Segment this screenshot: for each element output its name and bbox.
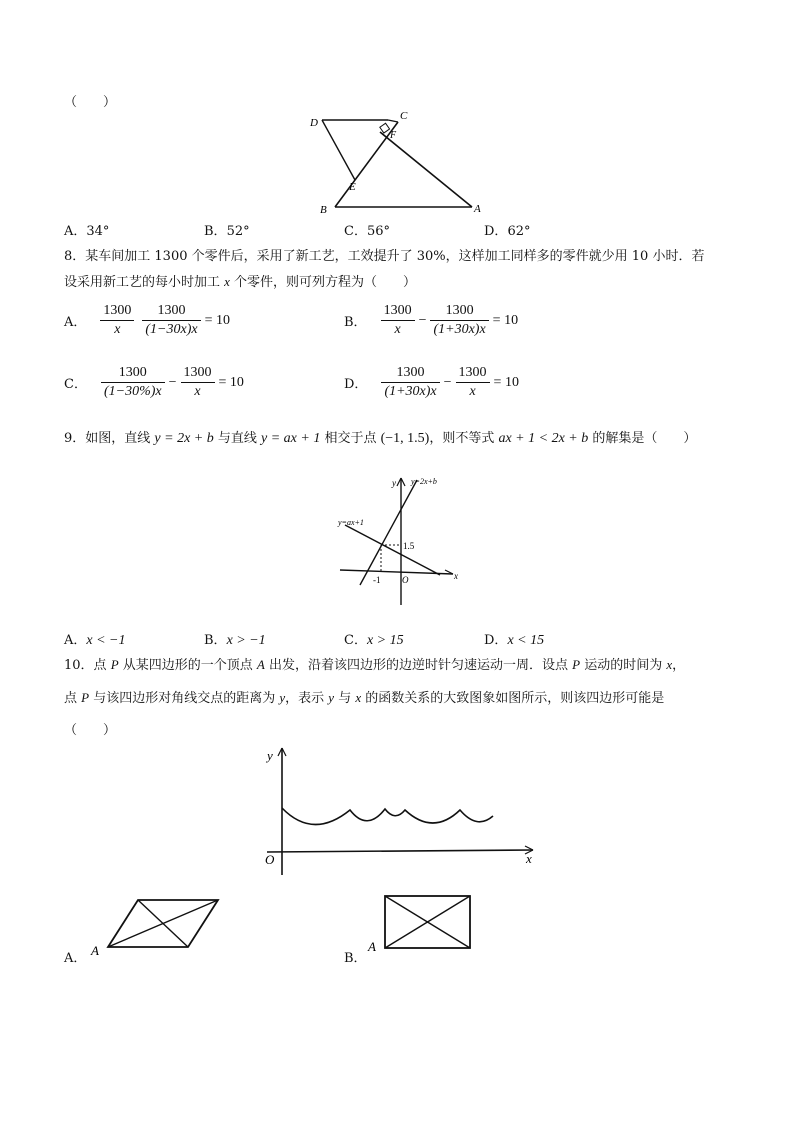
q10-stem-text: 出发，沿着该四边形的边逆时针匀速运动一周．设点 (264, 658, 573, 673)
q8-var-x: x (224, 274, 230, 289)
q10-var: x (355, 690, 362, 705)
fraction (142, 302, 200, 339)
q10-stem-text: 点 (64, 691, 82, 706)
q8-option-b[interactable] (344, 302, 520, 339)
q7-option-c[interactable] (344, 220, 390, 239)
q9-option-d[interactable] (484, 629, 544, 649)
q9-stem-text: 与直线 (213, 431, 261, 446)
option-label: B． (344, 951, 367, 966)
q7-option-a[interactable] (64, 220, 109, 239)
q7-label-F: F (390, 130, 397, 141)
q10-stem-text: 从某四边形的一个顶点 (118, 658, 257, 673)
q9-option-b[interactable] (204, 629, 266, 649)
fraction (430, 302, 488, 339)
q8-option-c[interactable] (64, 364, 246, 401)
option-label: D． (484, 224, 508, 239)
q9-option-a[interactable] (64, 629, 126, 649)
q7-option-b[interactable] (204, 220, 250, 239)
operator: − (418, 312, 427, 328)
q10-option-a[interactable] (64, 947, 86, 966)
q10-stem-text: 的函数关系的大致图象如图所示，则该四边形可能是 (361, 691, 665, 706)
operator: − (443, 374, 452, 390)
denominator: x (114, 322, 121, 337)
operator: − (168, 374, 177, 390)
option-text: 34° (86, 224, 110, 239)
q10-graph-y-label: y (267, 748, 273, 763)
q10-stem-line1 (64, 654, 685, 673)
q10-stem-text: ， (672, 658, 686, 673)
q10-var: x (666, 657, 673, 672)
fraction (100, 302, 134, 339)
q9-stem-text: 的解集是（ ） (588, 431, 697, 446)
q9-math: y = 2x + b (154, 431, 214, 446)
numerator: 1300 (100, 302, 134, 321)
q9-label-neg1: -1 (373, 575, 381, 585)
q7-label-B: B (320, 204, 327, 216)
q9-label-x-axis: x (454, 571, 458, 581)
fraction (101, 364, 165, 401)
q9-label-y-axis: y (392, 478, 396, 488)
q9-graph-figure (335, 470, 465, 610)
option-label: D． (484, 633, 508, 648)
q7-triangle-figure (300, 110, 500, 220)
denominator: x (469, 384, 476, 399)
option-text: x < 15 (507, 633, 545, 648)
q10-var: P (81, 690, 90, 705)
q10-option-b-rectangle (366, 893, 476, 958)
q7-option-d[interactable] (484, 220, 530, 239)
q8-stem-line1: 8．某车间加工 1300 个零件后，采用了新工艺，工效提升了 30%，这样加工同样多的零件就少用 10 小时．若 (64, 249, 705, 264)
option-label: A． (64, 315, 87, 330)
q10-stem-text: ，表示 (285, 691, 329, 706)
q9-stem-text: 9．如图，直线 (64, 431, 155, 446)
numerator: 1300 (101, 364, 165, 383)
q7-label-A: A (474, 203, 481, 215)
q9-math: (−1, 1.5) (380, 431, 430, 446)
option-label: B． (204, 633, 227, 648)
q9-stem-text: 相交于点 (320, 431, 381, 446)
q10-var: y (328, 690, 335, 705)
q10-graph-x-label: x (526, 851, 532, 866)
q9-label-origin: O (402, 575, 409, 585)
q10-option-a-parallelogram (88, 895, 223, 960)
option-label: B． (344, 315, 367, 330)
q8-stem-text: 个零件，则可列方程为（ ） (229, 275, 417, 290)
q9-stem (64, 427, 696, 447)
option-text: 62° (507, 224, 531, 239)
q10-stem-line2 (64, 687, 664, 706)
option-label: B． (204, 224, 227, 239)
fraction (181, 364, 215, 401)
q10-function-graph (255, 740, 545, 880)
q10-answer-paren: （ ） (64, 723, 117, 738)
rhs: = 10 (492, 312, 519, 328)
denominator: (1+30x)x (433, 322, 486, 337)
q8-option-d[interactable] (344, 364, 521, 401)
fraction (381, 364, 439, 401)
q8-stem-text: 设采用新工艺的每小时加工 (64, 275, 225, 290)
denominator: (1−30%)x (103, 384, 162, 399)
q10-stem-text: 与该四边形对角线交点的距离为 (89, 691, 280, 706)
q10-var: P (110, 657, 119, 672)
q9-option-c[interactable] (344, 629, 404, 649)
rhs: = 10 (218, 374, 244, 390)
option-label: C． (344, 224, 367, 239)
q10-graph-origin-label: O (265, 852, 275, 867)
q9-math: y = ax + 1 (261, 431, 321, 446)
q9-label-line1: y=2x+b (411, 477, 437, 486)
option-text: x > 15 (366, 633, 404, 648)
option-label: C． (344, 633, 367, 648)
numerator: 1300 (181, 364, 215, 383)
q10-stem-text: 10．点 (64, 658, 111, 673)
q7-answer-paren: （ ） (64, 95, 117, 110)
numerator: 1300 (381, 302, 415, 321)
fraction (456, 364, 490, 401)
option-label: A． (64, 224, 87, 239)
denominator: (1+30x)x (384, 384, 437, 399)
option-label: D． (344, 377, 368, 392)
q10-option-a-vertex-label: A (91, 943, 99, 958)
q9-label-line2: y=ax+1 (338, 518, 364, 527)
q7-label-E: E (349, 181, 356, 193)
numerator: 1300 (456, 364, 490, 383)
numerator: 1300 (381, 364, 439, 383)
q9-stem-text: ，则不等式 (429, 431, 499, 446)
option-text: 52° (226, 224, 250, 239)
numerator: 1300 (430, 302, 488, 321)
option-label: A． (64, 633, 87, 648)
q10-stem-text: 运动的时间为 (580, 658, 667, 673)
fraction (381, 302, 415, 339)
q10-var: P (572, 657, 581, 672)
q7-label-D: D (310, 117, 318, 129)
q9-label-value: 1.5 (403, 541, 415, 551)
q8-option-a[interactable] (64, 302, 232, 339)
q10-option-b-vertex-label: A (368, 939, 376, 954)
numerator: 1300 (142, 302, 200, 321)
option-text: 56° (366, 224, 390, 239)
q9-math: ax + 1 < 2x + b (498, 431, 589, 446)
option-text: x > −1 (226, 633, 266, 648)
option-label: A． (64, 951, 87, 966)
denominator: (1−30x)x (145, 322, 198, 337)
q10-var: A (256, 657, 265, 672)
q10-option-b[interactable] (344, 947, 367, 966)
q7-label-C: C (400, 110, 408, 122)
q8-stem-line2 (64, 271, 416, 290)
denominator: x (194, 384, 201, 399)
denominator: x (394, 322, 401, 337)
q10-stem-text: 与 (334, 691, 356, 706)
q10-var: y (279, 690, 286, 705)
rhs: = 10 (204, 312, 230, 328)
rhs: = 10 (493, 374, 519, 390)
option-label: C． (64, 377, 87, 392)
option-text: x < −1 (86, 633, 126, 648)
